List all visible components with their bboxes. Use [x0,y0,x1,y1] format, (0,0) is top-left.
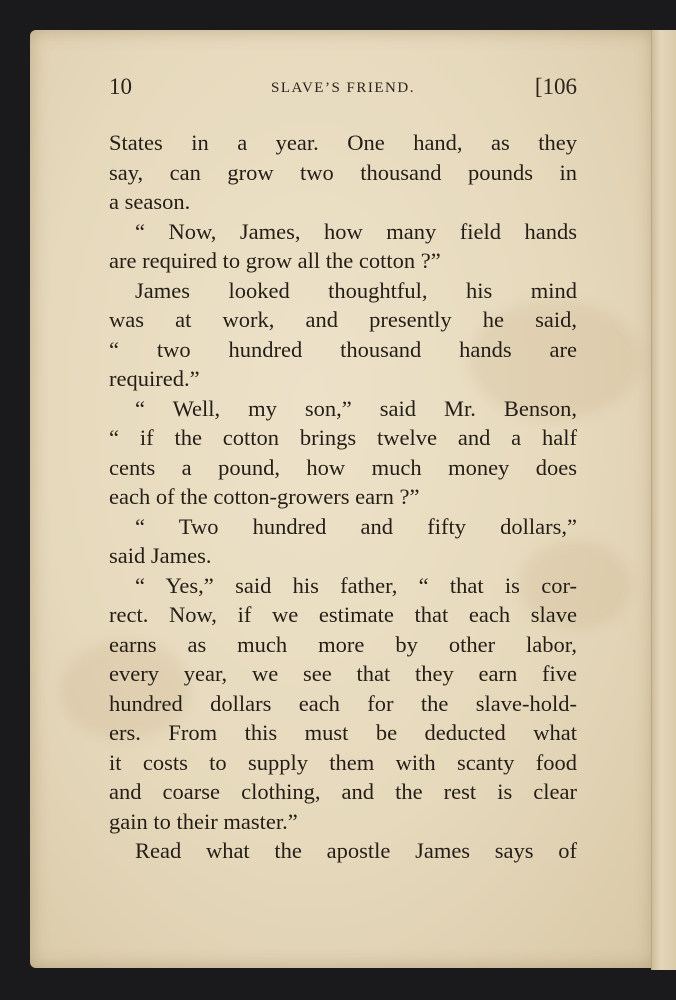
body-text [109,128,577,866]
text-line: are required to grow all the cotton ?” [109,248,441,273]
text-line: a season. [109,189,191,214]
text-line: hundred dollars each for the slave-hold- [109,690,577,716]
text-line: “ Two hundred and fifty dollars,” [135,513,577,539]
text-line: rect. Now, if we estimate that each slave [109,602,577,627]
text-line: each of the cotton-growers earn ?” [109,484,420,509]
page-number: 10 [109,74,132,99]
text-line: “ Well, my son,” said Mr. Benson, [135,395,577,421]
text-line: States in a year. One hand, as they [109,130,577,155]
text-line: required.” [109,366,200,391]
page-header [109,74,577,106]
text-line: earns as much more by other labor, [109,631,577,657]
text-line: every year, we see that they earn five [109,661,577,686]
signature-mark: [106 [534,74,577,99]
text-line: “ if the cotton brings twelve and a half [109,425,577,450]
text-line: it costs to supply them with scanty food [109,749,577,775]
running-title: SLAVE’S FRIEND. [271,80,415,96]
text-line: said James. [109,543,212,568]
text-line: “ two hundred thousand hands are [109,336,577,362]
text-line: say, can grow two thousand pounds in [109,159,577,185]
text-line: was at work, and presently he said, [109,307,577,332]
text-line: “ Now, James, how many field hands [135,218,577,244]
text-line: gain to their master.” [109,808,298,834]
text-line: James looked thoughtful, his mind [135,277,577,303]
text-line: and coarse clothing, and the rest is clear [109,779,577,804]
text-line: “ Yes,” said his father, “ that is cor- [135,572,577,598]
text-line: ers. From this must be deducted what [109,720,577,745]
facing-page-edge [651,30,676,970]
text-line: Read what the apostle James says of [135,838,577,863]
text-line: cents a pound, how much money does [109,454,577,480]
